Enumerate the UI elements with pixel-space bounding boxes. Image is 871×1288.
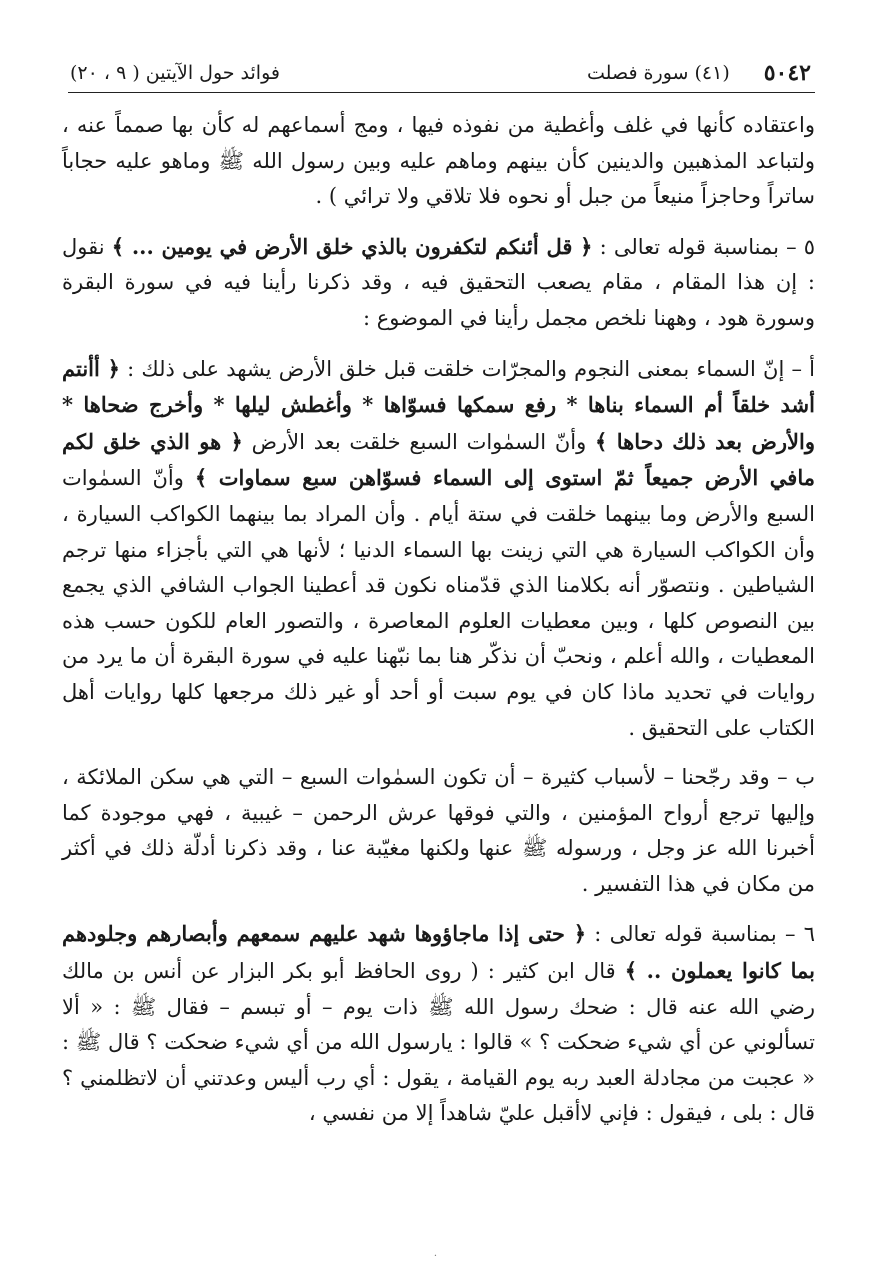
- paragraph: [62, 760, 815, 902]
- paragraph: [62, 351, 815, 747]
- page-number: ٥٠٤٢: [763, 60, 811, 86]
- page-header: [70, 58, 811, 88]
- header-right: [587, 60, 811, 86]
- paragraph-text: ٦ – بمناسبة قوله تعالى :: [586, 922, 815, 947]
- paragraph-gap: [62, 215, 815, 229]
- paragraph-gap: [62, 746, 815, 760]
- quran-verse: ﴿ حتى إذا ماجاؤوها شهد عليهم سمعهم وأبصارهم وجلودهم بما كانوا يعملون .. ﴾: [62, 921, 815, 984]
- paragraph-gap: [62, 902, 815, 916]
- section-title: فوائد حول الآيتين ( ٩ ، ٢٠): [70, 62, 280, 84]
- paragraph: [62, 916, 815, 1132]
- paragraph-text: نقول : إن هذا المقام ، مقام يصعب التحقيق فيه ، وقد ذكرنا رأينا فيه في سورة البقرة وسورة هود ، وههنا نلخص مجمل رأينا في الموضوع :: [62, 234, 815, 330]
- paragraph: [62, 108, 815, 215]
- page-body: [62, 108, 815, 1132]
- paragraph-gap: [62, 337, 815, 351]
- paragraph-text: ب – وقد رجّحنا – لأسباب كثيرة – أن تكون السمٰوات السبع – التي هي سكن الملائكة ، وإليها ترجع أرواح المؤمنين ، والتي فوقها عرش الرحمن – غيبية ، فهي موجودة كما أخبرنا الله عز وجل ، ورسوله ﷺ عنها ولكنها مغيّبة عنا ، وقد ذكرنا أدلّة ذلك في أكثر من مكان في هذا التفسير .: [62, 765, 815, 896]
- paragraph: [62, 229, 815, 337]
- paragraph-text: ٥ – بمناسبة قوله تعالى :: [592, 234, 816, 259]
- surah-title: (٤١) سورة فصلت: [587, 62, 730, 84]
- paragraph-text: قال ابن كثير : ( روى الحافظ أبو بكر البزار عن أنس بن مالك رضي الله عنه قال : ضحك رسول الله ﷺ ذات يوم – أو تبسم – فقال ﷺ : « ألا تسألوني عن أي شيء ضحكت ؟ » قالوا : يارسول الله من أي شيء ضحكت ؟ قال ﷺ : « عجبت من مجادلة العبد ربه يوم القيامة ، يقول : أي رب أليس وعدتني أن لاتظلمني ؟ قال : بلى ، فيقول : فإني لاأقبل عليّ شاهداً إلا من نفسي ،: [62, 959, 815, 1126]
- quran-verse: ﴿ قل أئنكم لتكفرون بالذي خلق الأرض في يومين ... ﴾: [111, 233, 593, 259]
- paragraph-text: وأنّ السمٰوات السبع خلقت بعد الأرض: [242, 429, 596, 454]
- paragraph-text: أ – إنّ السماء بمعنى النجوم والمجرّات خلقت قبل خلق الأرض يشهد على ذلك :: [119, 356, 815, 381]
- bottom-dot: ·: [433, 1251, 438, 1262]
- paragraph-text: وأنّ السمٰوات السبع والأرض وما بينهما خلقت في ستة أيام . وأن المراد بما بينهما الكواكب السيارة ، وأن الكواكب السيارة هي التي زينت بها السماء الدنيا ؛ لأنها هي التي بأجزاء منها ترجم الشياطين . ونتصوّر أنه بكلامنا الذي قدّمناه نكون قد أعطينا الجواب الشافي الذي يجمع بين النصوص كلها ، وبين معطيات العلوم المعاصرة ، والتصور العام للكون حسب هذه المعطيات ، والله أعلم ، ونحبّ أن نذكّر هنا بما نبّهنا عليه في سورة البقرة أن ما يرد من روايات في تحديد ماذا كان في يوم سبت أو أحد أو غير ذلك مرجعها كلها روايات أهل الكتاب على التحقيق .: [62, 466, 815, 740]
- quran-verse: ﴿ هو الذي خلق لكم مافي الأرض جميعاً ثمّ استوى إلى السماء فسوّاهن سبع سماوات ﴾: [62, 428, 815, 491]
- quran-verse: ﴿ أأنتم أشد خلقاً أم السماء بناها * رفع سمكها فسوّاها * وأغطش ليلها * وأخرج ضحاها * والأرض بعد ذلك دحاها ﴾: [62, 355, 815, 454]
- paragraph-text: واعتقاده كأنها في غلف وأغطية من نفوذه فيها ، ومج أسماعهم له كأن بها صمماً عنه ، ولتباعد المذهبين والدينين كأن بينهم وماهم عليه وبين رسول الله ﷺ وماهو عليه حجاباً ساتراً وحاجزاً منيعاً من جبل أو نحوه فلا تلاقي ولا ترائي ) .: [62, 113, 815, 209]
- header-rule: [68, 92, 815, 93]
